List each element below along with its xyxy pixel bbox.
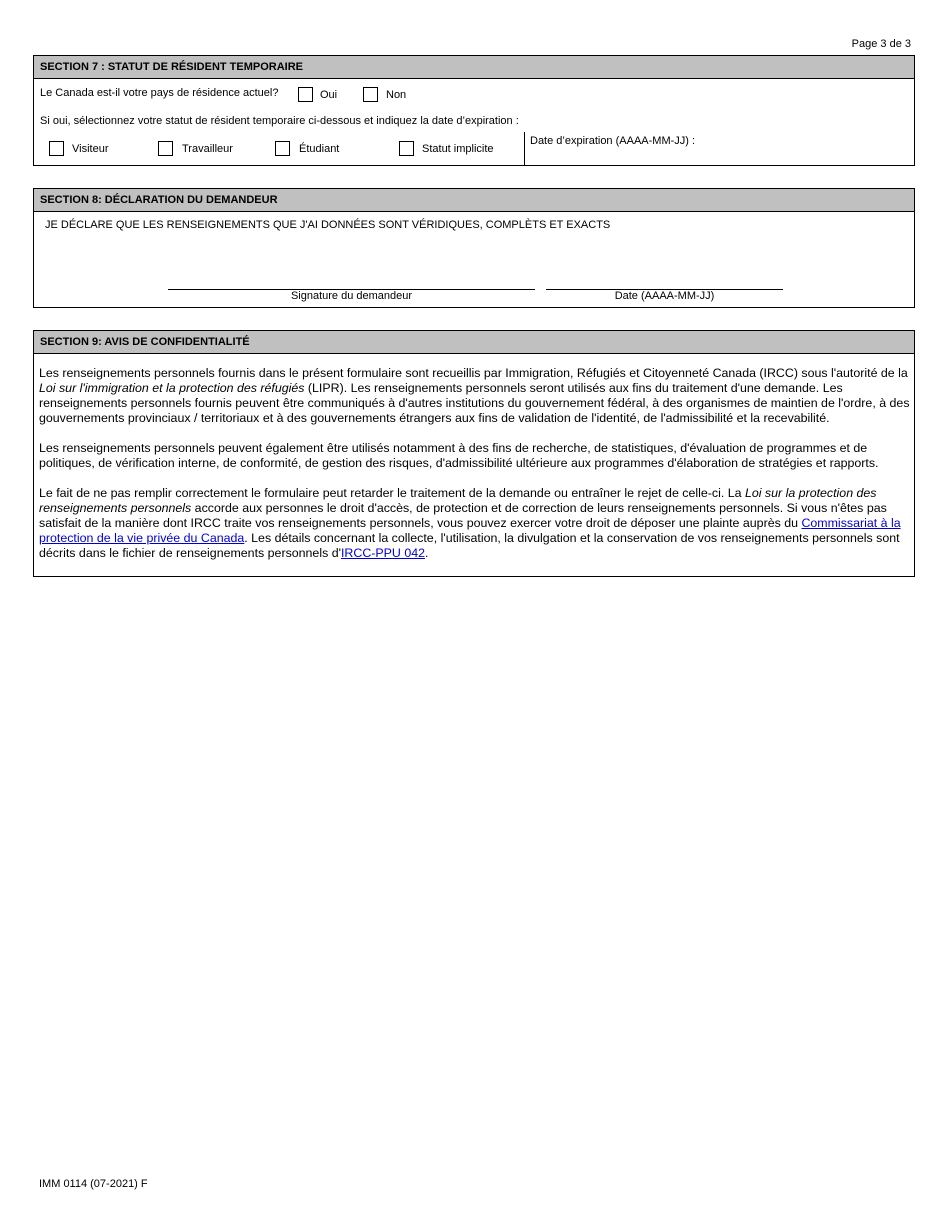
section-8-applicant-declaration [33,188,915,308]
section-7-temporary-resident-status [33,55,915,166]
residence-question: Le Canada est-il votre pays de résidence actuel? [40,87,279,99]
privacy-p3-text-d: . [425,546,429,560]
expiry-date-label: Date d’expiration (AAAA-MM-JJ) : [530,135,696,147]
status-student-label: Étudiant [299,143,340,155]
ircc-ppu-042-link[interactable]: IRCC-PPU 042 [340,546,425,560]
section-7-title: SECTION 7 : STATUT DE RÉSIDENT TEMPORAIRE [34,56,914,79]
privacy-act-title: Loi sur la protection des renseignements personnels [39,486,877,515]
status-worker-label: Travailleur [182,143,233,155]
section-9-title: SECTION 9: AVIS DE CONFIDENTIALITÉ [34,331,914,354]
declaration-date-label: Date (AAAA-MM-JJ) [614,290,715,302]
privacy-paragraph-2: Les renseignements personnels peuvent également être utilisés notamment à des fins de recherche, de statistiques, d'évaluation de programmes et de politiques, de vérification interne, de conformité, de gestion des risques, d'admissibilité ultérieure aux programmes d'élaboration de stratégies et rapports. [39,441,879,470]
privacy-p1-text-a: Les renseignements personnels fournis dans le présent formulaire sont recueillis par Immigration, Réfugiés et Citoyenneté Canada (IRCC) sous l'autorité de la [39,366,908,380]
status-worker-checkbox[interactable] [158,141,173,156]
residence-no-label: Non [386,89,407,101]
lipr-act-title: Loi sur l'immigration et la protection des réfugiés [39,381,305,395]
status-implied-checkbox[interactable] [399,141,414,156]
status-visitor-checkbox[interactable] [49,141,64,156]
residence-yes-label: Oui [320,89,338,101]
residence-no-checkbox[interactable] [363,87,378,102]
expiry-date-input[interactable] [734,132,909,162]
privacy-paragraph-1 [39,366,913,426]
privacy-p3-text-a: Le fait de ne pas remplir correctement le formulaire peut retarder le traitement de la demande ou entraîner le rejet de celle-ci. La [39,486,745,500]
section-8-title: SECTION 8: DÉCLARATION DU DEMANDEUR [34,189,914,212]
page-number: Page 3 de 3 [851,38,911,50]
privacy-commissioner-link[interactable]: Commissariat à la protection de la vie privée du Canada [39,516,901,545]
status-implied-label: Statut implicite [422,143,494,155]
signature-input[interactable] [168,253,535,290]
privacy-p1-text-b: (LIPR). Les renseignements personnels seront utilisés aux fins du traitement d'une demande. Les renseignements personnels fournis peuvent être communiqués à d'autres institutions du gouvernement fédéral, à des organismes de maintien de l'ordre, à des gouvernements provinciaux / territoriaux et à des gouvernements étrangers aux fins de validation de l'identité, de l'admissibilité et la recevabilité. [39,381,910,425]
form-code: IMM 0114 (07-2021) F [39,1178,148,1190]
privacy-text-block [39,366,913,561]
signature-label: Signature du demandeur [290,290,413,302]
declaration-text: JE DÉCLARE QUE LES RENSEIGNEMENTS QUE J'AI DONNÉES SONT VÉRIDIQUES, COMPLÈTS ET EXACTS [45,219,611,231]
status-visitor-label: Visiteur [72,143,109,155]
privacy-p3-text-b: accorde aux personnes le droit d'accès, de protection et de correction de leurs renseignements personnels. Si vous n'êtes pas satisfait de la manière dont IRCC traite vos renseignements personnels, vous pouvez exercer votre droit de déposer une plainte auprès du [39,501,887,530]
residence-yes-checkbox[interactable] [298,87,313,102]
privacy-paragraph-3 [39,486,913,561]
status-student-checkbox[interactable] [275,141,290,156]
status-instruction: Si oui, sélectionnez votre statut de résident temporaire ci-dessous et indiquez la date d’expiration : [40,115,519,127]
expiry-field-divider [524,132,525,166]
section-9-privacy-notice [33,330,915,577]
privacy-p3-text-c: . Les détails concernant la collecte, l'utilisation, la divulgation et la conservation de vos renseignements personnels sont décrits dans le fichier de renseignements personnels d' [39,531,900,560]
declaration-date-input[interactable] [546,253,783,290]
